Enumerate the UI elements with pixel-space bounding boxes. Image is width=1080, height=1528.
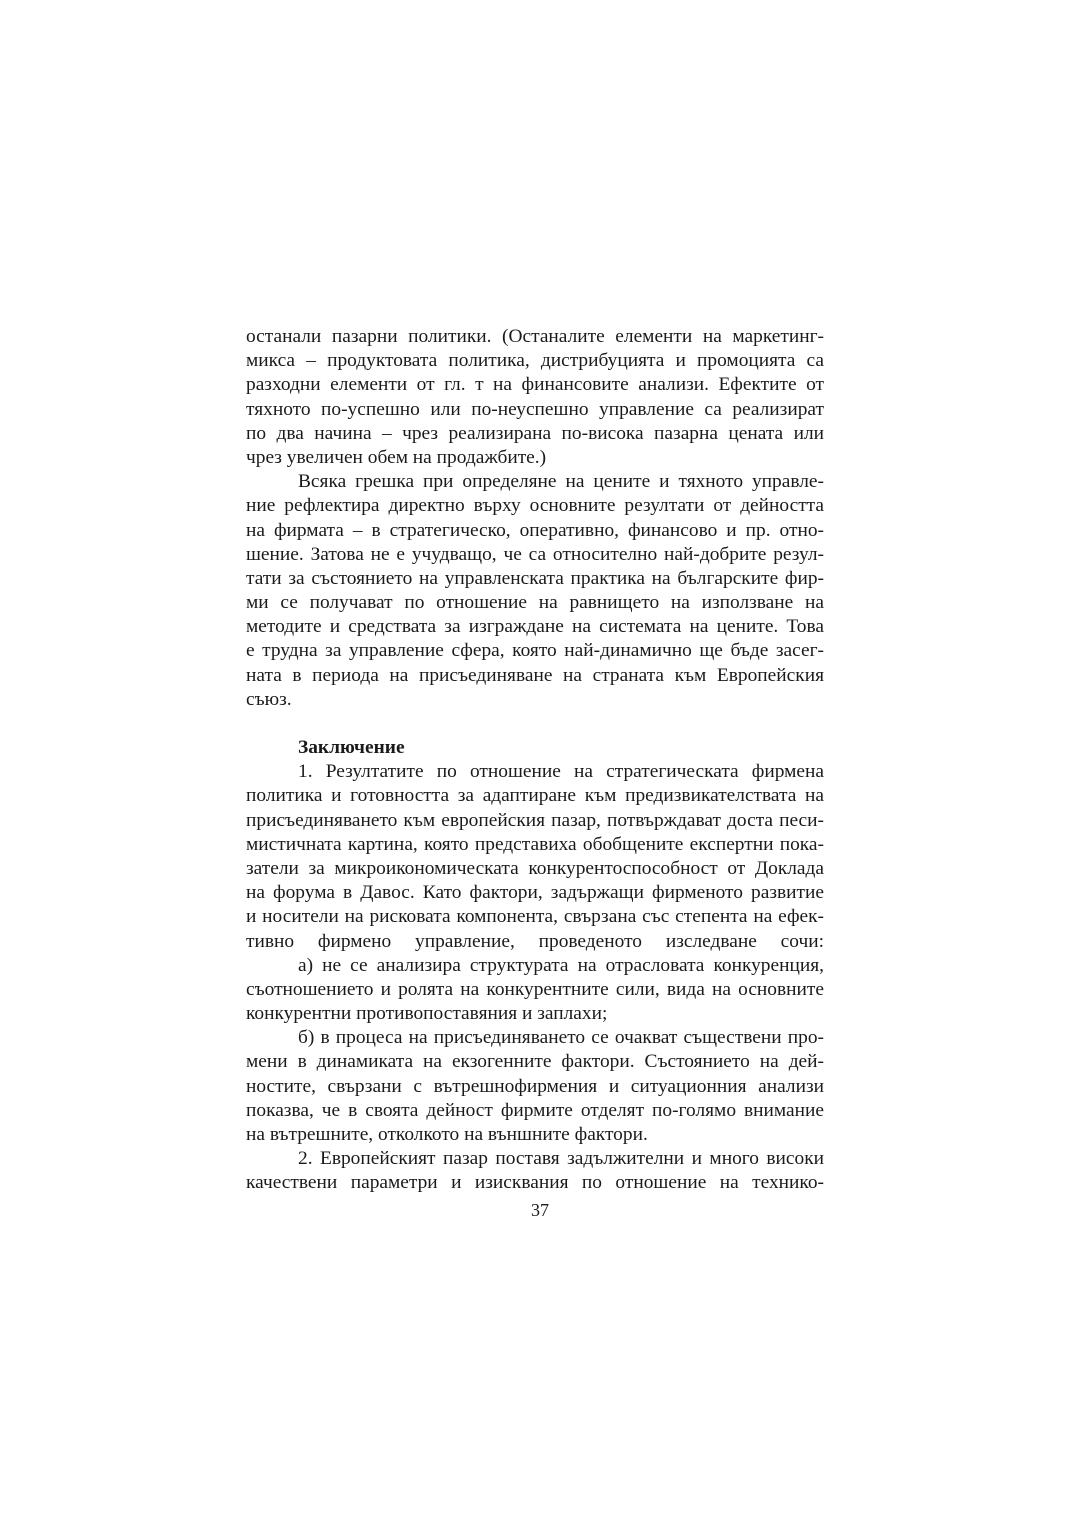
text-line: ностите, свързани с вътрешнофирмения и ситуационния анализи <box>246 1075 824 1097</box>
section-heading: Заключение <box>298 737 405 758</box>
text-line: на вътрешните, отколкото на външните фактори. <box>246 1124 648 1145</box>
text-line: тивно фирмено управление, проведеното изследване сочи: <box>246 930 824 952</box>
text-line: ната в периода на присъединяване на страната към Европейския <box>246 664 824 686</box>
section-spacer <box>246 712 824 736</box>
text-line: мистичната картина, която представиха обобщените експертни пока- <box>246 833 824 855</box>
text-line: конкурентни противопоставяния и заплахи; <box>246 1003 608 1025</box>
text-line: показва, че в своята дейност фирмите отделят по-голямо внимание <box>246 1099 824 1121</box>
text-line: а) не се анализира структурата на отрасловата конкуренция, <box>298 954 824 976</box>
page-number: 37 <box>531 1200 549 1220</box>
text-line: на форума в Давос. Като фактори, задържащи фирменото развитие <box>246 882 824 904</box>
text-line: методите и средствата за изграждане на системата на цените. Това <box>246 616 824 638</box>
text-line: разходни елементи от гл. т на финансовите анализи. Ефектите от <box>246 374 824 396</box>
text-line: мени в динамиката на екзогенните фактори. Състоянието на дей- <box>246 1051 824 1073</box>
text-line: съотношението и ролята на конкурентните сили, вида на основните <box>246 978 824 1000</box>
text-line: останали пазарни политики. (Останалите елементи на маркетинг- <box>246 326 824 347</box>
text-line: по два начина – чрез реализирана по-висока пазарна цената или <box>246 422 824 444</box>
text-line: микса – продуктовата политика, дистрибуцията и промоцията са <box>246 350 824 372</box>
paragraph <box>246 325 824 470</box>
paragraph <box>246 954 824 1027</box>
text-line: е трудна за управление сфера, която най-динамично ще бъде засег- <box>246 640 824 662</box>
text-line: тати за състоянието на управленската практика на българските фир- <box>246 567 824 589</box>
text-line: 2. Европейският пазар поставя задължителни и много високи <box>298 1148 824 1170</box>
text-line: чрез увеличен обем на продажбите.) <box>246 446 547 468</box>
paragraph <box>246 1147 824 1195</box>
paragraph <box>246 1026 824 1147</box>
text-line: на фирмата – в стратегическо, оперативно, финансово и пр. отно- <box>246 519 824 541</box>
text-line: Всяка грешка при определяне на цените и тяхното управле- <box>298 471 824 493</box>
text-line: ми се получават по отношение на равнището на използване на <box>246 592 824 614</box>
page-body <box>246 325 824 1196</box>
text-line: 1. Резултатите по отношение на стратегическата фирмена <box>298 761 824 783</box>
text-line: и носители на рисковата компонента, свързана със степента на ефек- <box>246 906 824 928</box>
text-line: б) в процеса на присъединяването се очакват съществени про- <box>298 1027 824 1049</box>
text-line: шение. Затова не е учудващо, че са относително най-добрите резул- <box>246 543 824 565</box>
text-line: тяхното по-успешно или по-неуспешно управление са реализират <box>246 398 824 420</box>
text-line: съюз. <box>246 688 292 710</box>
paragraph <box>246 470 824 712</box>
text-line: затели за микроикономическата конкурентоспособност от Доклада <box>246 857 824 879</box>
text-line: качествени параметри и изисквания по отношение на технико- <box>246 1172 824 1194</box>
text-line: политика и готовността за адаптиране към предизвикателствата на <box>246 785 824 807</box>
text-line: ние рефлектира директно върху основните резултати от дейността <box>246 495 824 517</box>
paragraph <box>246 760 824 954</box>
text-line: присъединяването към европейския пазар, потвърждават доста песи- <box>246 809 824 831</box>
